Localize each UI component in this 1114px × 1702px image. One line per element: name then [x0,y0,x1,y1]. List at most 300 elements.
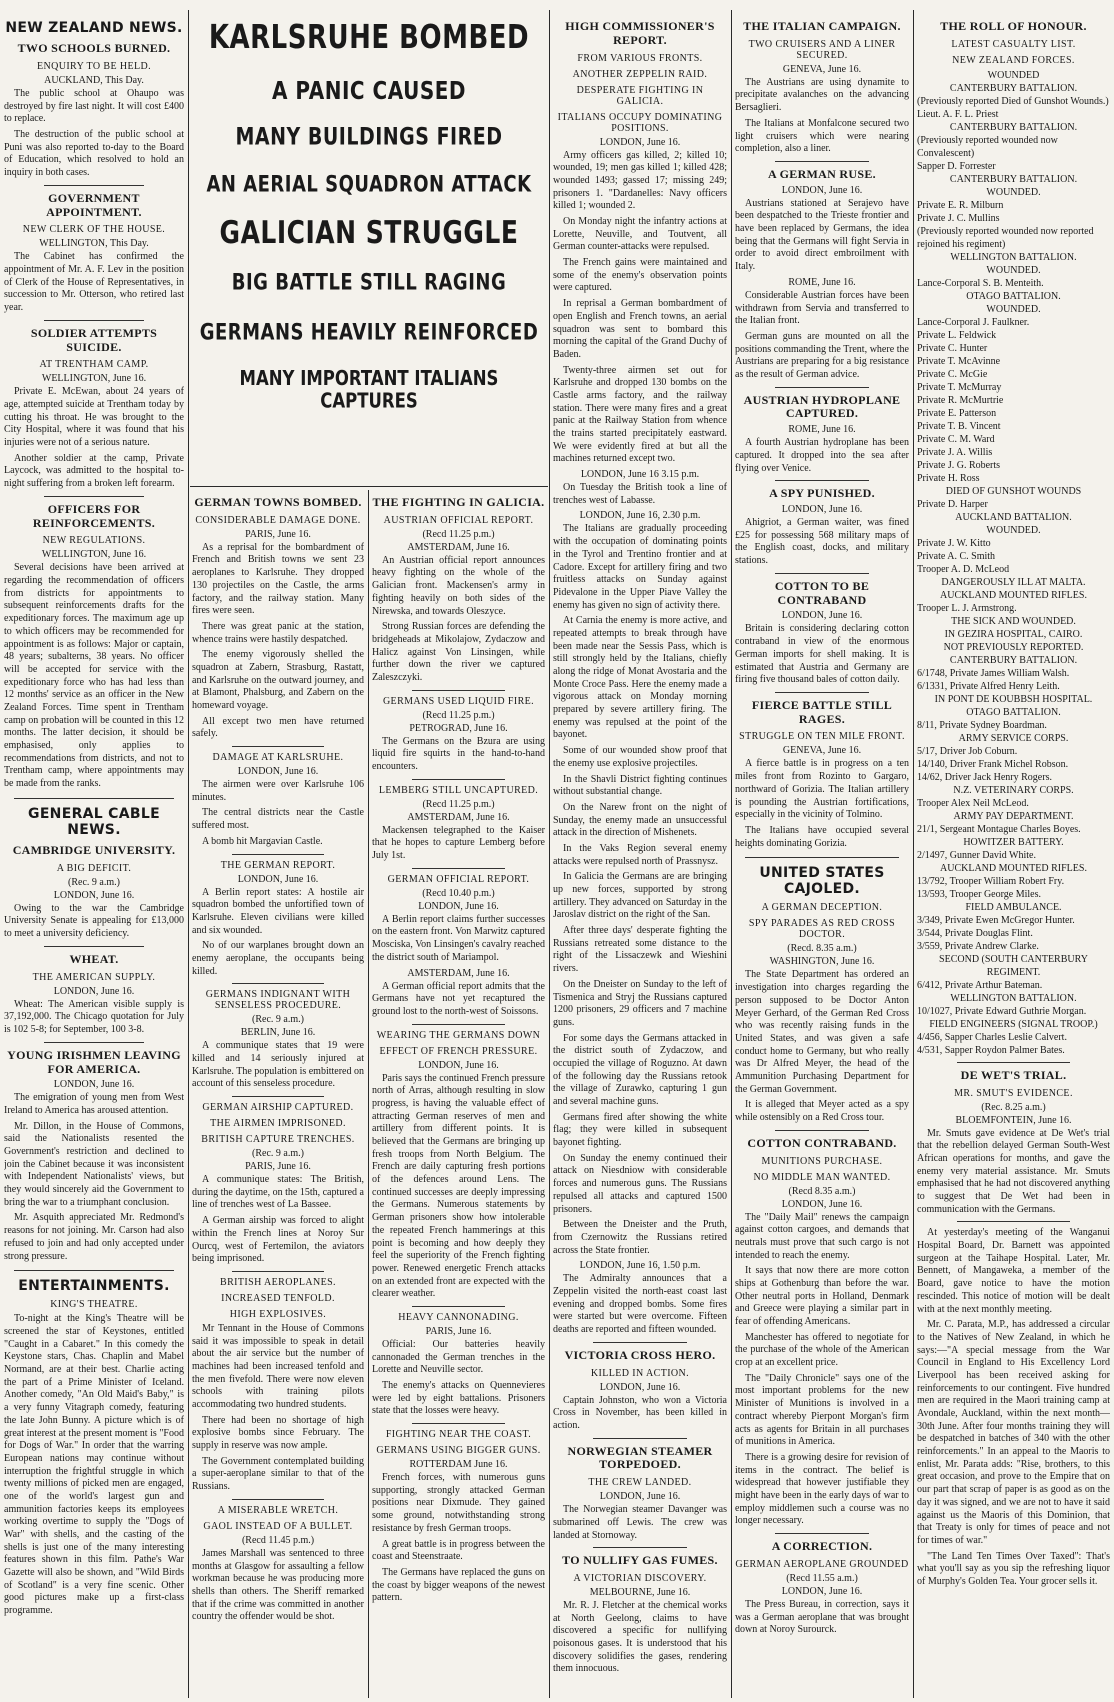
casualty-entry: Lance-Corporal J. Faulkner. [917,316,1030,328]
wearing-down-heading: WEARING THE GERMANS DOWN [376,1029,541,1041]
banner-headline: BIG BATTLE STILL RAGING [231,269,507,296]
article-paragraph: On Tuesday the British took a line of trenches west of Labasse. [553,482,727,506]
casualty-unit-heading: N.Z. VETERINARY CORPS. [953,784,1074,796]
dateline: PARIS, June 16. [245,528,311,540]
received-time: (Rec. 9 a.m.) [252,1148,304,1160]
cotton-subheading: NO MIDDLE MAN WANTED. [753,1171,891,1183]
article-paragraph: In reprisal a German bombardment of open English and French towns, an aerial squadron was sent to bombard this morning the capital of the Grand Duchy of Baden. [553,298,727,360]
commissioner-subheading: FROM VARIOUS FRONTS. [577,52,703,64]
article-paragraph: Army officers gas killed, 2; killed 10; wounded, 19; men gas killed 1; killed 428; wounded 1493; gassed 17; missing 249; prisoners 1. "Dardanelles: Navy officers killed 1; wounded 2. [553,149,727,212]
dateline: WASHINGTON, June 16. [769,956,875,968]
banner-headline: A PANIC CAUSED [271,74,466,105]
casualty-unit-heading: FIELD ENGINEERS (SIGNAL TROOP.) [929,1018,1098,1030]
article-paragraph: The Germans have replaced the guns on the coast by bigger weapons of the newest pattern. [372,1566,545,1604]
dateline: BLOEMFONTEIN, June 16. [955,1114,1072,1126]
article-paragraph: To-night at the King's Theatre will be screened the star of Keystones, entitled "Caught in a Cabaret." In this comedy the Keystone stars, Chas. Chaplin and Mabel Normand, are at their best. Charlie acting the part of a Prime Minister of Iceland. Another comedy, "An Old Maid's Baby," is a very funny Vitagraph comedy, featuring the late John Bunny. A picture which is of great interest at the present moment is "Food for Dogs of War." In order that the warring European nations may continue without interruption the frightful struggle in which twenty millions of picked men are engaged, one of the world's largest gun and ammunition factories keeps its employees working overtime to supply the "Dogs of War" with shells, and the casting of the shells is just one of the many interesting features shown in this film. Pathe's War Gazette will also be shown, and "Wild Birds of Scotland" is a very fine scenic. Other good pictures make up a first-class programme. [4,1313,184,1617]
dateline: LONDON, June 16. [237,766,319,778]
govt-subheading: NEW CLERK OF THE HOUSE. [22,224,166,236]
article-paragraph: A great battle is in progress between the coast and Steenstraate. [372,1538,545,1563]
article-paragraph: The Austrians are using dynamite to precipitate avalanches on the advancing Bersaglieri. [735,76,909,114]
victoria-cross-heading: VICTORIA CROSS HERO. [564,1347,716,1362]
german-ruse-heading: A GERMAN RUSE. [768,166,876,181]
separator [232,1499,324,1500]
article-paragraph: Mr. C. Parata, M.P., has addressed a circular to the Natives of New Zealand, in which he says:—"A special message from the War Council in England to His Excellency Lord Liverpool has been received asking for reinforcements to our contingent. Five hundred men are required in the Maori training camp at Avondale, Auckland, within the next month—30th June. After four months training they will be despatched in batches of 340 with the other reinforcements." In an appeal to the Maoris to enlist, Mr. Parata adds: "Rise, brothers, to this great occasion, and prove to the Empire that on our part that scrap of paper is as good as on the day it was signed, and we are not to have it said against us the Maoris of this Dominion, that that Treaty is only for times of peace and not for times of war." [917,1319,1110,1546]
article-paragraph: Mr. Smuts gave evidence at De Wet's trial that the rebellion delayed German South-West African operations for months, and gave the enemy very material assistance. Mr. Smuts emphasised that he had not discovered anything to suggest that De Wet had been in communication with the Germans. [917,1127,1110,1215]
article-paragraph: It says that now there are more cotton ships at Gothenburg than before the war. Other neutral ports in Holland, Denmark and Greece were playing a similar part in fear of offending Americans. [735,1265,909,1328]
casualty-entry: 14/62, Driver Jack Henry Rogers. [917,771,1052,783]
article-paragraph: "The Land Ten Times Over Taxed": That's what you'll say as you sip the refreshing liquor of Murphy's Golden Tea. Your grocer sells it. [917,1550,1110,1587]
dateline: LONDON, June 16 3.15 p.m. [580,469,700,481]
dateline: LONDON, June 16. [781,1198,863,1210]
casualty-unit-heading: OTAGO BATTALION. [966,290,1061,302]
italian-subheading: TWO CRUISERS AND A LINER SECURED. [748,38,896,61]
article-paragraph: The Press Bureau, in correction, says it was a German aeroplane that was brought down at Noroy Surourck. [735,1598,909,1636]
article-paragraph: On the Dneister on Sunday to the left of Tismenica and Stryj the Russians captured 1200 prisoners, 29 officers and 7 machine guns. [553,978,727,1028]
column-3 [372,490,545,1696]
casualty-entry: 4/531, Sapper Roydon Palmer Bates. [917,1044,1065,1056]
article-paragraph: The Italians have occupied several heights dominating Gorizia. [735,824,909,849]
german-official-heading: GERMAN OFFICIAL REPORT. [387,873,530,885]
dateline: LONDON, June 16. [599,1381,681,1393]
separator [745,857,899,858]
roll-of-honour-heading: THE ROLL OF HONOUR. [940,19,1087,33]
received-time: (Rec. 8.25 a.m.) [981,1101,1046,1113]
article-paragraph: The public school at Ohaupo was destroyed by fire last night. It will cost £400 to replace. [4,87,184,125]
article-paragraph: Another soldier at the camp, Private Laycock, was admitted to the hospital to-night suffering from a broken left forearm. [4,452,184,490]
dateline: LONDON, June 16. [599,1491,681,1503]
article-paragraph: The airmen were over Karlsruhe 106 minutes. [192,779,364,803]
roll-subheading: LATEST CASUALTY LIST. [951,38,1076,50]
casualty-entry: Private A. C. Smith [917,550,996,562]
casualty-entry: 21/1, Sergeant Montague Charles Boyes. [917,823,1081,835]
separator [775,692,869,693]
article-paragraph: Some of our wounded show proof that the enemy use explosive projectiles. [553,745,727,769]
casualty-entry: Private D. Harper [917,498,988,510]
casualty-unit-heading: CANTERBURY BATTALION. [949,82,1078,94]
article-paragraph: The Germans on the Bzura are using liquid fire squirts in the hand-to-hand encounters. [372,735,545,773]
us-subheading: SPY PARADES AS RED CROSS DOCTOR. [748,918,896,941]
article-paragraph: The State Department has ordered an investigation into charges regarding the person supposed to be Doctor Anton Meyer Gerhard, of the German Red Cross who was recently raising funds in the United States, and was given a safe conduct home to Germany, but who really was Dr Alfred Meyer, the head of the Ammunition Purchasing Department for the German Government. [735,969,909,1095]
casualty-unit-heading: ARMY SERVICE CORPS. [958,732,1069,744]
dateline: LONDON, June 16, 1.50 p.m. [579,1260,701,1272]
german-towns-subheading: CONSIDERABLE DAMAGE DONE. [195,514,361,526]
wheat-heading: WHEAT. [69,951,119,966]
article-paragraph: A communique states that 19 were killed and 14 seriously injured at Karlsruhe. The population is embittered on account of this senseless procedure. [192,1040,364,1090]
casualty-entry: 13/593, Trooper George Miles. [917,888,1041,900]
commissioner-subheading: DESPERATE FIGHTING IN GALICIA. [576,84,704,107]
schools-heading: TWO SCHOOLS BURNED. [17,41,171,56]
separator [232,983,324,984]
article-paragraph: French forces, with numerous guns supporting, strongly attacked German positions near Dixmude. They gained some ground, notwithstanding strong resistance by fresh German troops. [372,1472,545,1534]
article-paragraph: There was great panic at the station, whence trains were hastily despatched. [192,620,364,645]
received-time: (Recd 11.45 p.m.) [241,1534,315,1546]
fierce-battle-heading: FIERCE BATTLE STILL RAGES. [751,697,893,726]
dateline: LONDON, June 16. [781,1585,863,1597]
article-paragraph: The emigration of young men from West Ireland to America has aroused attention. [4,1092,184,1116]
separator [44,946,144,947]
wheat-subheading: THE AMERICAN SUPPLY. [32,971,156,983]
battle-subheading: STRUGGLE ON TEN MILE FRONT. [739,731,905,743]
casualty-unit-heading: WOUNDED. [986,264,1041,276]
article-paragraph: The French gains were maintained and some of the enemy's observation points were captured. [553,257,727,294]
airship-captured-heading: GERMAN AIRSHIP CAPTURED. [202,1102,354,1114]
dateline: AMSTERDAM, June 16. [407,967,510,979]
casualty-entry: Private T. B. Vincent [917,420,1001,432]
cotton-heading: COTTON CONTRABAND. [747,1135,897,1150]
dateline: WELLINGTON, This Day. [39,238,149,250]
casualty-unit-heading: IN PONT DE KOUBBSH HOSPITAL. [934,693,1093,705]
separator [593,1547,687,1548]
separator [44,320,144,321]
article-paragraph: It is alleged that Meyer acted as a spy while ostensibly on a Red Cross tour. [735,1099,909,1124]
separator [14,1270,174,1271]
casualty-unit-heading: WOUNDED [987,69,1040,81]
column-rule [731,10,732,1698]
banner-headline: GERMANS HEAVILY REINFORCED [199,318,539,346]
casualty-entry: Private E. Patterson [917,407,997,419]
article-paragraph: Germans fired after showing the white flag; they were killed in subsequent bayonet fighting. [553,1111,727,1149]
dateline: LONDON, June 16. [599,136,681,148]
casualty-entry: 6/1748, Private James William Walsh. [917,667,1070,679]
separator [44,1042,144,1043]
article-paragraph: The Government contemplated building a super-aeroplane similar to that of the Russians. [192,1455,364,1493]
separator [232,1096,324,1097]
casualty-unit-heading: OTAGO BATTALION. [966,706,1061,718]
article-paragraph: The Admiralty announces that a Zeppelin visited the north-east coast last evening and dropped bombs. Some fires were started but were overcome. Fifteen deaths are reported and fifteen wounded. [553,1273,727,1336]
dateline: LONDON, June 16. [53,889,135,901]
casualty-entry: Trooper L. J. Armstrong. [917,602,1017,614]
gas-fumes-subheading: A VICTORIAN DISCOVERY. [573,1573,707,1585]
article-paragraph: Several decisions have been arrived at regarding the recommendation of officers from districts for appointments to subsequent reinforcements drafts for the expeditionary forces. The maximum age up to which officers may be recommended for appointment is as follows: Major or captain, 48 years; subalterns, 38 years. No officer will be accepted for service with the expeditionary force who has had less than 12 months' service as an officer in the New Zealand Forces. Time spent in Trentham camp on probation will be counted in this 12 months. The latter decision, it should be emphasised, only applies to recommendations from districts, and not to Trentham camp, where appointments may be made from the ranks. [4,562,184,790]
separator [412,779,505,780]
casualty-entry: Private C. Hunter [917,342,988,354]
banner-rule [190,486,548,487]
column-rule [368,490,369,1698]
lemberg-heading: LEMBERG STILL UNCAPTURED. [378,784,539,796]
article-paragraph: Mr. R. J. Fletcher at the chemical works at North Geelong, claims to have discovered a specific for nullifying poisonous gases. It is understood that his discovery solidifies the gases, rendering them innocuous. [553,1600,727,1675]
separator [412,1306,505,1307]
article-paragraph: A communique states: The British, during the daytime, on the 15th, captured a line of trenches west of La Bassee. [192,1174,364,1211]
kings-theatre-heading: KING'S THEATRE. [50,1299,138,1311]
casualty-unit-heading: AUCKLAND MOUNTED RIFLES. [940,589,1087,601]
separator [775,387,869,388]
casualty-unit-heading: AUCKLAND BATTALION. [955,511,1072,523]
correction-subheading: GERMAN AEROPLANE GROUNDED [735,1558,909,1570]
casualty-unit-heading: ARMY PAY DEPARTMENT. [953,810,1074,822]
galicia-subheading: AUSTRIAN OFFICIAL REPORT. [383,514,534,526]
casualty-entry: 4/456, Sapper Charles Leslie Calvert. [917,1031,1067,1043]
casualty-entry: Private L. Feldwick [917,329,997,341]
article-paragraph: In the Vaks Region several enemy attacks were repulsed north of Prassnysz. [553,842,727,867]
article-paragraph: The Cabinet has confirmed the appointment of Mr. A. F. Lev in the position of Clerk of the House of Representatives, in succession to Mr. Otterson, who retired last year. [4,251,184,314]
casualty-entry: Private R. McMurtrie [917,394,1004,406]
norwegian-steamer-heading: NORWEGIAN STEAMER TORPEDOED. [567,1443,713,1472]
suicide-subheading: AT TRENTHAM CAMP. [39,359,149,371]
dateline: ROTTERDAM June 16. [409,1459,508,1471]
article-paragraph: Twenty-three airmen set out for Karlsruhe and dropped 130 bombs on the Castle arms factory, and the railway station. There were many fires and a great panic at the Railway Station from whence the trains started precipitately eastward. We were evidently fired at but all the machines returned except two. [553,364,727,465]
wearing-subheading: EFFECT OF FRENCH PRESSURE. [379,1045,538,1057]
coast-fighting-heading: FIGHTING NEAR THE COAST. [385,1429,532,1441]
dateline: WELLINGTON, June 16. [41,373,147,385]
casualty-entry: (Previously reported Died of Gunshot Wounds.) [917,95,1109,107]
dateline: AMSTERDAM, June 16. [407,811,510,823]
dateline: GENEVA, June 16. [782,745,862,757]
casualty-unit-heading: IN GEZIRA HOSPITAL, CAIRO. [944,628,1083,640]
casualty-entry: 13/792, Trooper William Robert Fry. [917,875,1065,887]
article-paragraph: All except two men have returned safely. [192,715,364,740]
de-wet-subheading: MR. SMUT'S EVIDENCE. [954,1087,1073,1099]
dateline: LONDON, June 16. [237,873,319,885]
miserable-wretch-heading: A MISERABLE WRETCH. [217,1504,339,1516]
article-paragraph: There is a growing desire for revision of items in the contract. The belief is widespread that however justifiable they might have been in the early days of war to employ middlemen such a course was no longer necessary. [735,1451,909,1527]
separator [232,1271,324,1272]
banner-headline: MANY BUILDINGS FIRED [235,122,503,151]
article-paragraph: A fourth Austrian hydroplane has been captured. It dropped into the sea after flying over Venice. [735,437,909,474]
casualty-entry: (Previously reported wounded now reported rejoined his regiment) [917,225,1094,250]
casualty-list [917,69,1110,1057]
article-paragraph: A German airship was forced to alight within the French lines at Noroy Sur Ourcq, west of Fertemilon, the aviators being imprisoned. [192,1215,364,1265]
high-commissioner-heading: HIGH COMMISSIONER'S REPORT. [565,19,715,47]
casualty-entry: 8/11, Private Sydney Boardman. [917,719,1047,731]
casualty-unit-heading: FIELD AMBULANCE. [965,901,1062,913]
dateline: LONDON, June 16, 2.30 p.m. [579,510,701,522]
article-paragraph: The enemy's attacks on Quennevieres were led by eight battalions. Prisoners state that the losses were heavy. [372,1380,545,1417]
cotton-contraband-heading: COTTON TO BE CONTRABAND [774,578,870,607]
front-page-banner [190,18,548,482]
commissioner-subheading: ITALIANS OCCUPY DOMINATING POSITIONS. [557,111,723,134]
separator [412,1024,505,1025]
article-paragraph: Mackensen telegraphed to the Kaiser that he hopes to capture Lemberg before July 1st. [372,824,545,862]
separator [957,1221,1070,1222]
dateline: LONDON, June 16. [781,504,863,516]
german-report-heading: THE GERMAN REPORT. [220,859,336,871]
dateline: AUCKLAND, This Day. [44,74,144,86]
article-paragraph: Austrians stationed at Serajevo have been despatched to the Trieste frontier and have been replaced by Germans, the idea being that the Germans will fight Servia in order to avoid direct embroilment with Italy. [735,197,909,273]
casualty-unit-heading: CANTERBURY BATTALION. [949,654,1078,666]
casualty-entry: 5/17, Driver Job Coburn. [917,745,1018,757]
article-paragraph: Between the Dneister and the Pruth, from Czernowitz the Russians retired across the State frontier. [553,1219,727,1256]
separator [957,1062,1070,1063]
dateline: LONDON, June 16. [53,985,135,997]
dateline: PETROGRAD, June 16. [409,722,508,734]
aeroplanes-subheading: HIGH EXPLOSIVES. [229,1308,327,1320]
article-paragraph: Britain is considering declaring cotton contraband in view of the enormous German imports for shell making. It is estimated that Austria and Germany are firing five thousand bales of cotton daily. [735,623,909,686]
airship-subheading: THE AIRMEN IMPRISONED. [210,1118,346,1130]
casualty-unit-heading: DANGEROUSLY ILL AT MALTA. [941,576,1086,588]
german-towns-heading: GERMAN TOWNS BOMBED. [194,495,362,509]
separator [44,496,144,497]
gas-fumes-heading: TO NULLIFY GAS FUMES. [562,1553,718,1568]
victoria-cross-subheading: KILLED IN ACTION. [590,1367,690,1379]
column-6 [917,14,1110,1696]
casualty-entry: 10/1027, Private Edward Guthrie Morgan. [917,1005,1087,1017]
roll-subheading: NEW ZEALAND FORCES. [952,54,1075,66]
correction-heading: A CORRECTION. [771,1539,873,1554]
article-paragraph: Official: Our batteries heavily cannonaded the German trenches in the Lorette and Neuville sector. [372,1338,545,1376]
column-2 [192,490,364,1696]
article-paragraph: Private E. McEwan, about 24 years of age, attempted suicide at Trentham today by cutting his throat. He was brought to the City Hospital, where it was found that his injuries were not of a serious nature. [4,386,184,449]
casualty-entry: 14/140, Driver Frank Michel Robson. [917,758,1069,770]
article-paragraph: Wheat: The American visible supply is 37,192,000. The Chicago quotation for July is 102 5-8; for September, 100 3-8. [4,998,184,1036]
column-1 [4,14,184,1696]
casualty-entry: Private T. McMurray [917,381,1002,393]
casualty-entry: Private E. R. Milburn [917,199,1004,211]
separator [593,1342,687,1343]
article-paragraph: Mr Tennant in the House of Commons said it was impossible to speak in detail about the air service but the number of machines had been increased tenfold and the men fivefold. There were now eleven schools with training pilots accommodating two hundred students. [192,1322,364,1411]
article-paragraph: In Galicia the Germans are are bringing up new forces, supported by strong artillery. They advanced on Saturday in the Jaroslav district on the right of the San. [553,871,727,921]
column-rule [913,10,914,1698]
article-paragraph: The Italians at Monfalcone secured two light cruisers which were nearing completion, also a liner. [735,117,909,155]
article-paragraph: Manchester has offered to negotiate for the purchase of the whole of the American crop at an excellent price. [735,1331,909,1369]
cotton-subheading: MUNITIONS PURCHASE. [761,1155,883,1167]
dateline: LONDON, June 16. [418,1059,499,1071]
casualty-entry: Trooper Alex Neil McLeod. [917,797,1029,809]
dateline: WELLINGTON, June 16. [41,549,147,561]
irish-heading: YOUNG IRISHMEN LEAVING FOR AMERICA. [7,1047,181,1076]
article-paragraph: On Monday night the infantry actions at Lorette, Neuville, and Toutvent, all German counter-attacks were repulsed. [553,216,727,253]
us-subheading: A GERMAN DECEPTION. [761,902,883,914]
casualty-entry: 3/559, Private Andrew Clarke. [917,940,1039,952]
article-paragraph: No of our warplanes brought down an enemy aeroplane, the occupants being killed. [192,940,364,977]
article-paragraph: The Norwegian steamer Davanger was submarined off Lewis. The crew was landed at Stornoway. [553,1504,727,1541]
article-paragraph: There had been no shortage of high explosive bombs since February. The supply in reserve was now ample. [192,1414,364,1452]
article-paragraph: On the Narew front on the night of Sunday, the enemy made an unsuccessful attack in the direction of Mishenets. [553,801,727,839]
schools-subheading: ENQUIRY TO BE HELD. [36,60,152,72]
separator [775,480,869,481]
article-paragraph: A bomb hit Margavian Castle. [202,835,323,847]
separator [412,1423,505,1424]
separator [593,1438,687,1439]
casualty-entry: 3/544, Private Douglas Flint. [917,927,1033,939]
germans-indignant-heading: GERMANS INDIGNANT WITH SENSELESS PROCEDURE. [205,989,351,1012]
received-time: (Recd 11.25 p.m.) [422,709,495,721]
nz-news-heading: NEW ZEALAND NEWS. [5,20,183,36]
article-paragraph: The destruction of the public school at Puni was also reported to-day to the Board of Education, which resolved to hold an inquiry in both cases. [4,128,184,179]
received-time: (Recd 11.25 p.m.) [422,798,495,810]
coast-subheading: GERMANS USING BIGGER GUNS. [376,1445,541,1457]
officers-heading: OFFICERS FOR REINFORCEMENTS. [32,501,156,530]
casualty-entry: Private J. G. Roberts [917,459,1001,471]
casualty-entry: Lieut. A. F. L. Priest [917,108,999,120]
article-paragraph: Mr. Asquith appreciated Mr. Redmond's reasons for not joining. Mr. Carson had also refused to join and had only accepted under strong pressure. [4,1212,184,1262]
liquid-fire-heading: GERMANS USED LIQUID FIRE. [382,695,535,707]
banner-headline: MANY IMPORTANT ITALIANS CAPTURES [239,366,499,414]
banner-headline: GALICIAN STRUGGLE [219,214,519,251]
de-wet-trial-heading: DE WET'S TRIAL. [960,1067,1067,1082]
article-paragraph: A fierce battle is in progress on a ten miles front from Rozinto to Gargaro, northward of Gorizia. The Italian artillery is pounding the Austrian fortifications, especially in the vicinity of Tolmino. [735,758,909,821]
separator [775,1533,869,1534]
banner-headline: AN AERIAL SQUADRON ATTACK [206,171,532,199]
article-paragraph: German guns are mounted on all the positions commanding the Trent, where the Austrians are preparing for a big resistance as the result of German advice. [735,330,909,380]
dateline: PARIS, June 16. [425,1325,492,1337]
separator [232,854,324,855]
dateline: GENEVA, June 16. [782,63,862,75]
article-paragraph: The "Daily Chronicle" says one of the most important problems for the new Minister of Munitions is involved in a contract whereby Pierpont Morgan's firm acts as agents for Britain in all purchases of munitions in America. [735,1372,909,1448]
separator [44,185,144,186]
column-5 [735,14,909,1696]
casualty-entry: Private T. McAvinne [917,355,1001,367]
casualty-entry: Private J. W. Kitto [917,537,991,549]
article-paragraph: At yesterday's meeting of the Wanganui Hospital Board, Dr. Barnett was appointed surgeon at the Taihape Hospital. Later, Mr. Bennett, of Mangaweka, a member of the Board, gave notice to have the motion rescinded. This notice of motion will be dealt with at the next monthly meeting. [917,1227,1110,1315]
entertainments-heading: ENTERTAINMENTS. [18,1278,170,1295]
received-time: (Rec. 9 a.m.) [252,1014,304,1026]
article-paragraph: In the Shavli District fighting continues without substantial change. [553,773,727,798]
column-rule [549,10,550,1698]
dateline: MELBOURNE, June 16. [589,1587,691,1599]
separator [14,798,174,799]
article-paragraph: An Austrian official report announces heavy fighting on the whole of the Galician front. Mackensen's army in fighting heavily on both sides of the Nirewska, and towards Oleszyce. [372,554,545,617]
received-time: (Recd 11.55 a.m.) [786,1572,858,1584]
casualty-unit-heading: DIED OF GUNSHOT WOUNDS [945,485,1082,497]
dateline: BERLIN, June 16. [240,1027,316,1039]
hydroplane-heading: AUSTRIAN HYDROPLANE CAPTURED. [743,392,901,421]
received-time: (Recd. 8.35 a.m.) [787,943,857,955]
article-paragraph: On Sunday the enemy continued their attack on Niesdniow with considerable forces and numerous guns. The Russians repulsed all attacks and captured 1500 prisoners. [553,1152,727,1215]
casualty-entry: Lance-Corporal S. B. Menteith. [917,277,1044,289]
wretch-subheading: GAOL INSTEAD OF A BULLET. [203,1520,353,1532]
article-paragraph: The "Daily Mail" renews the campaign against cotton cargoes, and demands that neutrals must prove that such cargo is not intended to reach the enemy. [735,1211,909,1261]
casualty-entry: 6/1331, Private Alfred Henry Leith. [917,680,1060,692]
banner-headline: KARLSRUHE BOMBED [208,19,530,57]
article-paragraph: A Berlin report claims further successes on the eastern front. Von Marwitz captured Mosciska, Von Linsingen's cavalry reached the district south of Mariampol. [372,913,545,963]
article-paragraph: Mr. Dillon, in the House of Commons, said the Nationalists resented the Government's restriction and declined to join the Cabinet because it was inconsistent with Independent Nationalists' views, but they would sincerely aid the Government to bring the war to a triumphant conclusion. [4,1120,184,1208]
officers-subheading: NEW REGULATIONS. [42,535,146,547]
casualty-entry: Private J. C. Mullins [917,212,1000,224]
cable-news-heading: GENERAL CABLE NEWS. [28,805,160,838]
casualty-unit-heading: HOWITZER BATTERY. [963,836,1064,848]
article-paragraph: A Berlin report states: A hostile air squadron bombed the unfortified town of Karlsruhe. Eleven civilians were killed and six wounded. [192,886,364,936]
received-time: (Rec. 9 a.m.) [68,876,120,888]
casualty-unit-heading: AUCKLAND MOUNTED RIFLES. [940,862,1087,874]
spy-punished-heading: A SPY PUNISHED. [769,486,875,501]
dateline: LONDON, June 16. [781,184,863,196]
article-paragraph: For some days the Germans attacked in the district south of Zydaczow, and occupied the village of Roguzno. At dawn of the following day the Russians retook the village of Zurawko, capturing 1 gun and several machine guns. [553,1032,727,1108]
dateline: AMSTERDAM, June 16. [407,541,510,553]
casualty-unit-heading: WELLINGTON BATTALION. [950,251,1077,263]
suicide-heading: SOLDIER ATTEMPTS SUICIDE. [30,325,158,354]
casualty-unit-heading: WELLINGTON BATTALION. [950,992,1077,1004]
casualty-unit-heading: WOUNDED. [986,524,1041,536]
casualty-entry: 3/349, Private Ewen McGregor Hunter. [917,914,1075,926]
dateline: ROME, June 16. [788,276,856,288]
airship-subheading: BRITISH CAPTURE TRENCHES. [201,1134,355,1146]
italian-campaign-heading: THE ITALIAN CAMPAIGN. [743,19,901,33]
article-paragraph: The enemy vigorously shelled the squadron at Zabern, Strasburg, Rastatt, and Karlsruhe on the outward journey, and at Blamont, Phalsburg, and Zabern on the homeward voyage. [192,649,364,712]
separator [775,161,869,162]
casualty-entry: 6/412, Private Arthur Bateman. [917,979,1043,991]
cambridge-subheading: A BIG DEFICIT. [56,862,132,874]
separator [775,1130,869,1131]
column-rule [188,10,189,1698]
article-paragraph: Owing to the war the Cambridge University Senate is appealing for £13,000 to meet a university deficiency. [4,902,184,940]
article-paragraph: Ahigriot, a German waiter, was fined £25 for possessing 568 military maps of the English coast, docks, and military stations. [735,517,909,567]
casualty-entry: 2/1497, Gunner David White. [917,849,1036,861]
article-paragraph: Paris says the continued French pressure north of Arras, although resulting in slow progress, is having the valuable effect of attracting German reserves of men and artillery from different points. It is believed that the Germans are bringing up fresh troops from North Belgium. The French are daily capturing fresh portions of the defences around Lens. The continued successes are deeply impressing the Germans. Numerous statements by German prisoners show how intolerable the repeated French hammerings at this point is becoming and how deeply they feel the superiority of the French fighting power. Renewed energetic French attacks on an extended front are expected with the clearer weather. [372,1072,545,1300]
column-4 [553,14,727,1696]
dateline: LONDON, June 16. [53,1079,135,1091]
article-paragraph: The central districts near the Castle suffered most. [192,807,364,832]
article-paragraph: Captain Johnston, who won a Victoria Cross in November, has been killed in action. [553,1394,727,1431]
british-aeroplanes-heading: BRITISH AEROPLANES. [220,1276,336,1288]
casualty-unit-heading: WOUNDED. [986,186,1041,198]
galicia-fighting-heading: THE FIGHTING IN GALICIA. [372,495,545,509]
casualty-entry: (Previously reported wounded now Convalescent) [917,134,1058,159]
casualty-entry: Private C. M. Ward [917,433,995,445]
dateline: PARIS, June 16. [245,1161,311,1173]
casualty-unit-heading: THE SICK AND WOUNDED. [951,615,1076,627]
cambridge-heading: CAMBRIDGE UNIVERSITY. [12,842,176,857]
dateline: ROME, June 16. [788,424,856,436]
